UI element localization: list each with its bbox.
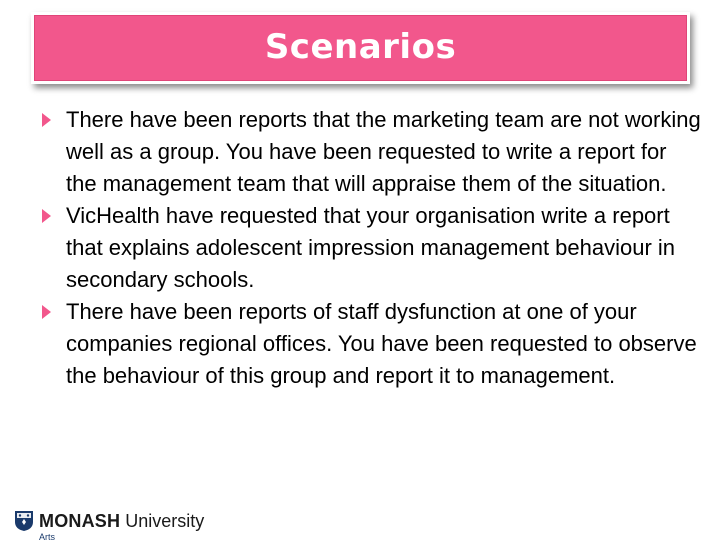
bullet-arrow-icon [42,305,51,319]
logo-brand-regular: University [120,511,205,531]
bullet-item [42,104,702,200]
bullet-text: There have been reports that the marketing team are not working well as a group. You have been requested to write a report for the management team that will appraise them of the situation. [66,107,701,196]
logo-brand-bold: MONASH [39,511,121,531]
bullet-text: There have been reports of staff dysfunction at one of your companies regional offices. You have been requested to observe the behaviour of this group and report it to management. [66,299,697,388]
bullet-arrow-icon [42,209,51,223]
monash-logo [14,508,234,542]
bullet-list [42,104,702,392]
bullet-text: VicHealth have requested that your organisation write a report that explains adolescent impression management behaviour in secondary schools. [66,203,676,292]
logo-faculty: Arts [39,532,56,542]
bullet-item [42,200,702,296]
slide-title: Scenarios [264,27,457,67]
title-banner [31,12,690,84]
monash-crest-icon [14,510,34,532]
bullet-item [42,296,702,392]
bullet-arrow-icon [42,113,51,127]
logo-brand [39,510,204,532]
